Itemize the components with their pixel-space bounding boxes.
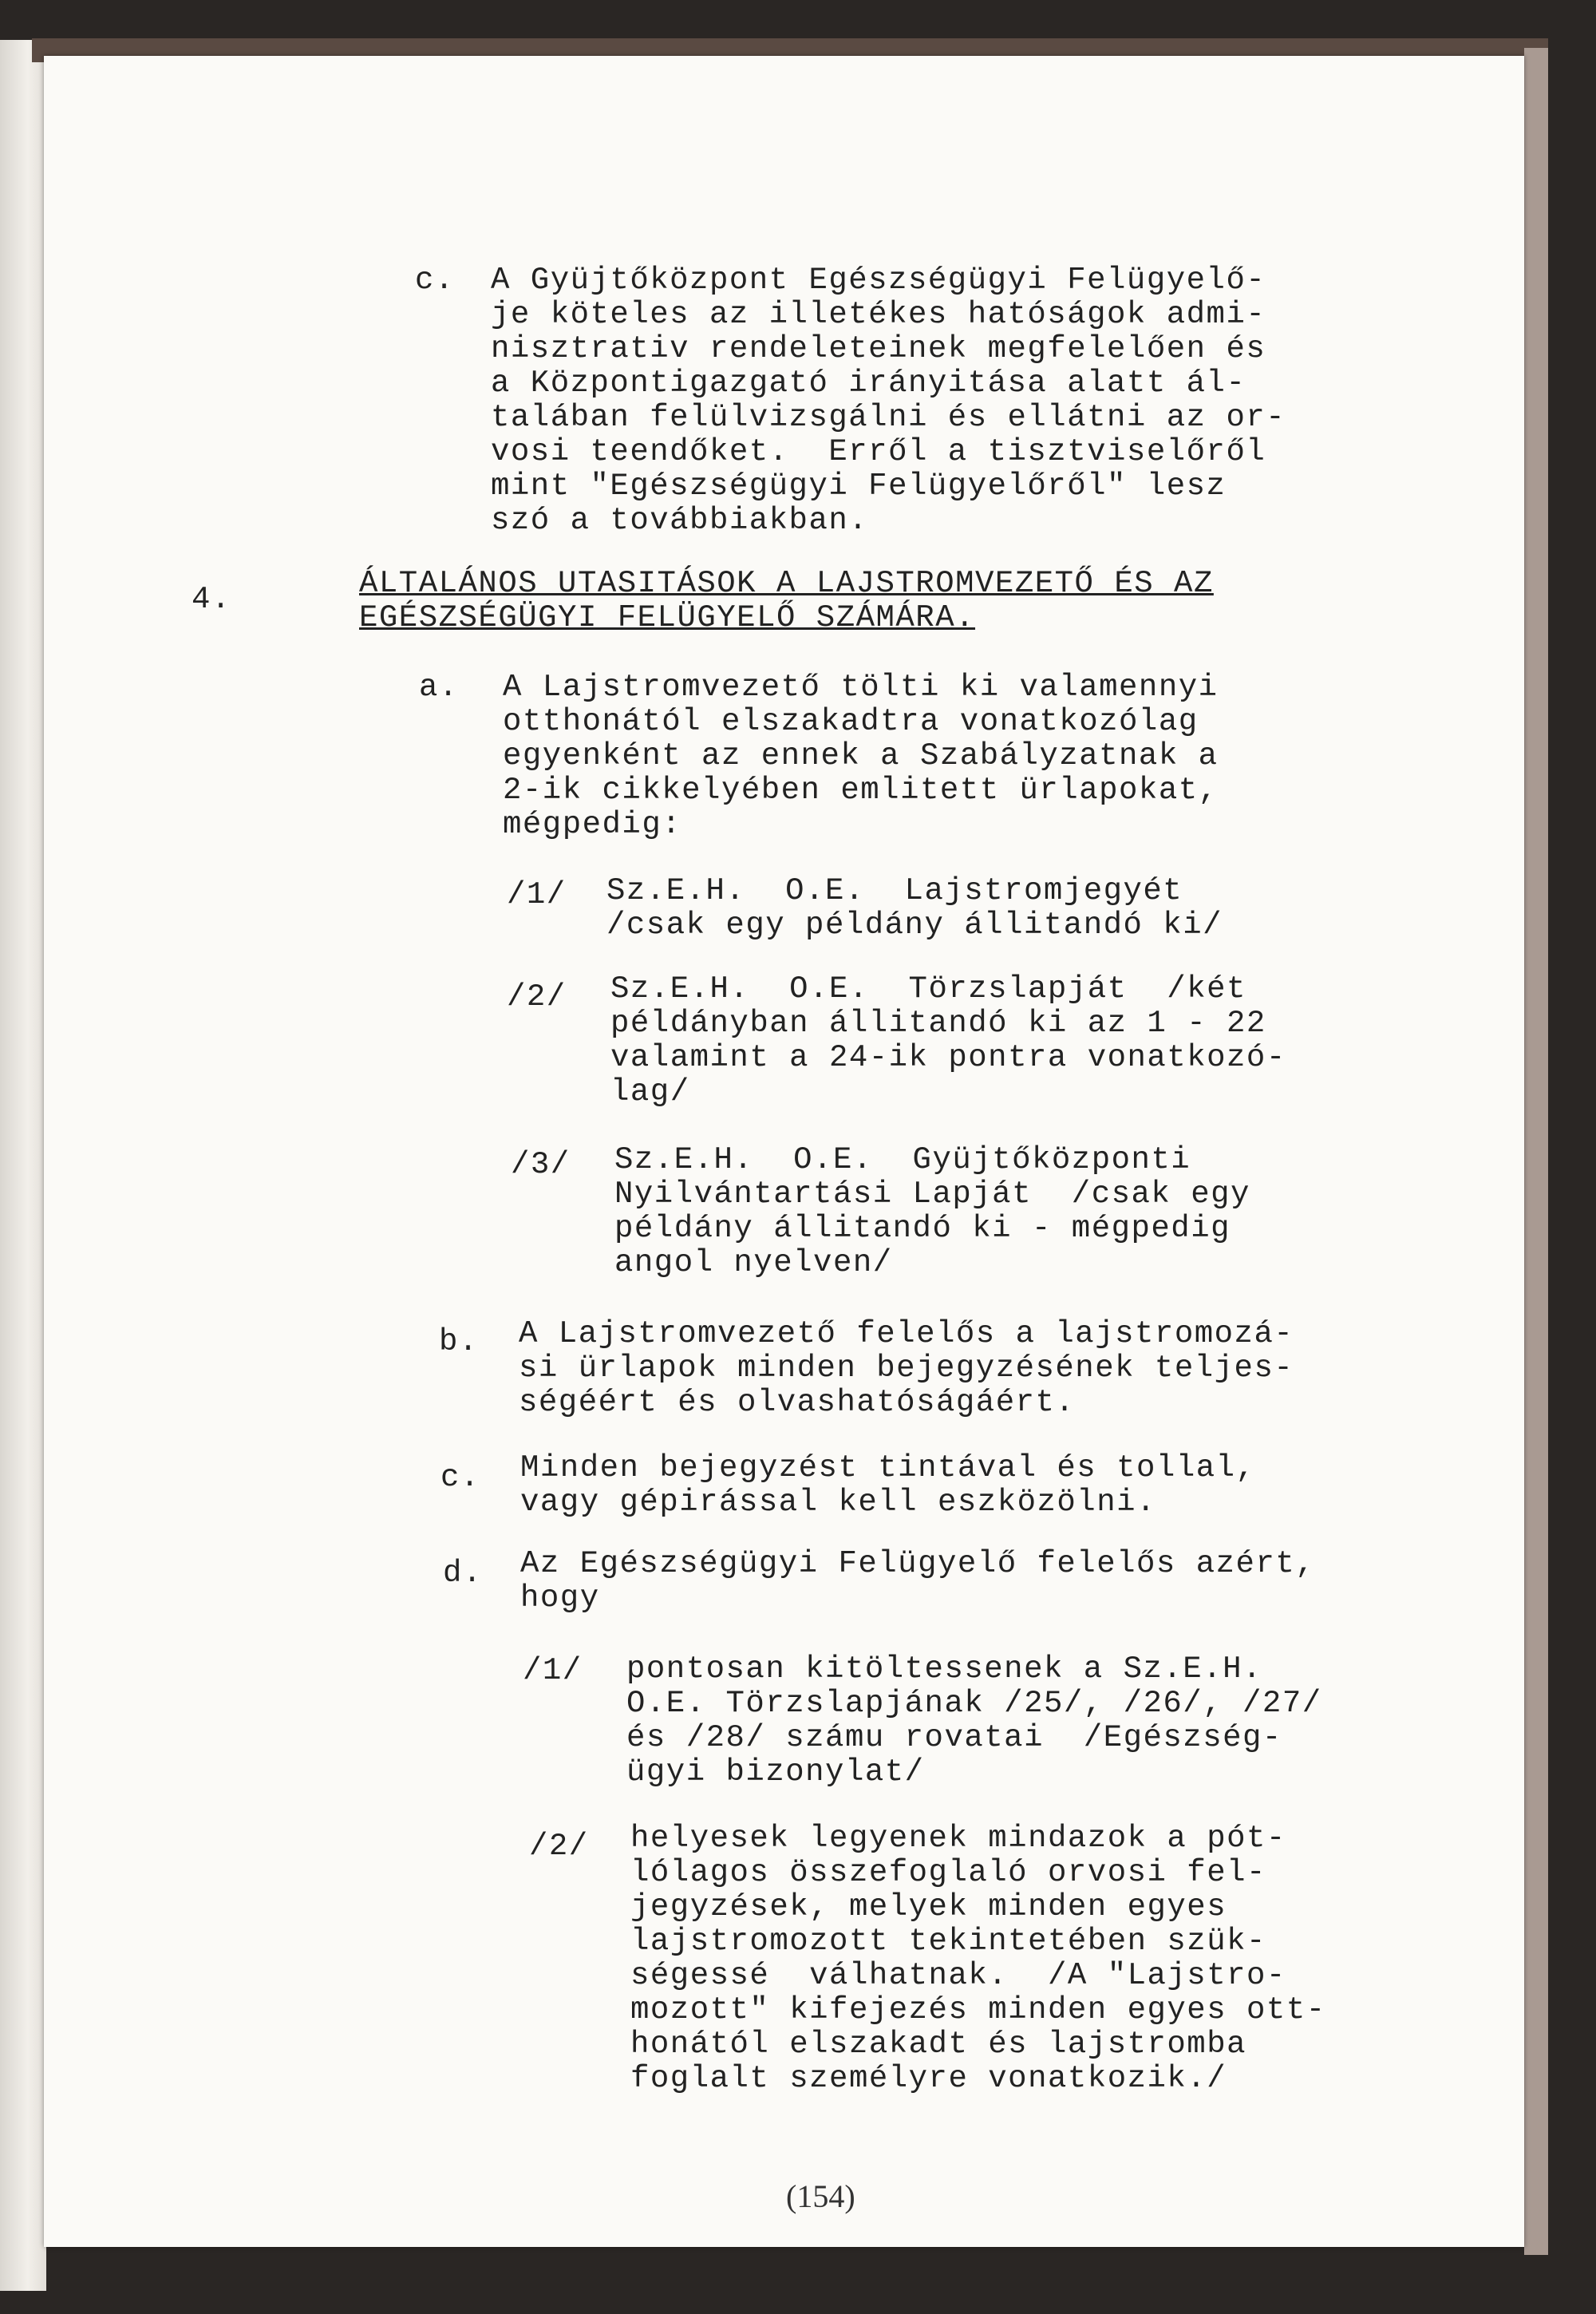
section-4-heading: ÁLTALÁNOS UTASITÁSOK A LAJSTROMVEZETŐ ÉS AZ [359,566,1214,601]
section-c-label: c. [415,263,455,298]
item-a-line: otthonától elszakadtra vonatkozólag [503,704,1199,739]
item-d2-line: jegyzések, melyek minden egyes [630,1889,1227,1924]
item-a-line: mégpedig: [503,807,682,842]
item-d2-label: /2/ [529,1829,589,1864]
item-d-line: hogy [520,1580,600,1616]
section-c-line: je köteles az illetékes hatóságok admi- [491,297,1266,332]
item-d2-line: helyesek legyenek mindazok a pót- [630,1821,1286,1856]
item-a-line: A Lajstromvezető tölti ki valamennyi [503,670,1219,705]
item-d2-line: mozott" kifejezés minden egyes ott- [630,1992,1326,2027]
item-c-line: vagy gépirással kell eszközölni. [520,1485,1156,1520]
item-a2-line: Sz.E.H. O.E. Törzslapját /két [610,971,1246,1007]
section-c-line: mint "Egészségügyi Felügyelőről" lesz [491,469,1227,504]
item-a3-label: /3/ [511,1147,571,1182]
item-b-line: A Lajstromvezető felelős a lajstromozá- [519,1316,1294,1351]
item-b-label: b. [439,1324,479,1359]
section-c-line: a Központigazgató irányitása alatt ál- [491,366,1246,401]
item-a2-label: /2/ [507,979,567,1015]
item-d-label: d. [443,1556,483,1591]
section-c-line: szó a továbbiakban. [491,503,869,538]
item-d-line: Az Egészségügyi Felügyelő felelős azért, [520,1546,1316,1581]
item-d1-label: /1/ [523,1653,583,1688]
item-a2-line: valamint a 24-ik pontra vonatkozó- [610,1040,1286,1075]
item-d2-line: ségessé válhatnak. /A "Lajstro- [630,1958,1286,1993]
item-d1-line: ügyi bizonylat/ [626,1754,925,1790]
section-c-line: talában felülvizsgálni és ellátni az or- [491,400,1286,435]
item-a3-line: Sz.E.H. O.E. Gyüjtőközponti [614,1142,1191,1177]
item-d1-line: pontosan kitöltessenek a Sz.E.H. [626,1651,1262,1687]
item-c-line: Minden bejegyzést tintával és tollal, [520,1450,1256,1485]
item-a2-line: példányban állitandó ki az 1 - 22 [610,1006,1266,1041]
item-a-line: 2-ik cikkelyében emlitett ürlapokat, [503,773,1219,808]
item-a3-line: példány állitandó ki - mégpedig [614,1211,1231,1246]
item-a1-line: /csak egy példány állitandó ki/ [606,908,1223,943]
item-a-line: egyenként az ennek a Szabályzatnak a [503,738,1219,773]
item-d2-line: lólagos összefoglaló orvosi fel- [630,1855,1266,1890]
item-d2-line: honától elszakadt és lajstromba [630,2027,1247,2062]
item-b-line: si ürlapok minden bejegyzésének teljes- [519,1351,1294,1386]
section-c-line: nisztrativ rendeleteinek megfelelően és [491,331,1266,366]
item-d2-line: foglalt személyre vonatkozik./ [630,2061,1227,2096]
section-c-line: A Gyüjtőközpont Egészségügyi Felügyelő- [491,263,1266,298]
document-page [44,56,1524,2247]
item-a3-line: Nyilvántartási Lapját /csak egy [614,1177,1250,1212]
item-b-line: ségéért és olvashatóságáért. [519,1385,1076,1420]
item-a-label: a. [419,670,459,705]
item-d1-line: O.E. Törzslapjának /25/, /26/, /27/ [626,1686,1322,1721]
item-d2-line: lajstromozott tekintetében szük- [630,1924,1266,1959]
item-a1-line: Sz.E.H. O.E. Lajstromjegyét [606,873,1183,908]
book-spine [0,40,46,2291]
section-c-line: vosi teendőket. Erről a tisztviselőről [491,434,1266,469]
item-a2-line: lag/ [610,1074,690,1110]
item-d1-line: és /28/ számu rovatai /Egészség- [626,1720,1282,1755]
page-edge [1524,48,1548,2255]
item-a3-line: angol nyelven/ [614,1245,893,1280]
item-c-label: c. [440,1460,480,1495]
item-a1-label: /1/ [507,877,567,912]
section-4-number: 4. [192,582,231,617]
section-4-heading: EGÉSZSÉGÜGYI FELÜGYELŐ SZÁMÁRA. [359,600,976,635]
page-number: (154) [786,2178,855,2214]
